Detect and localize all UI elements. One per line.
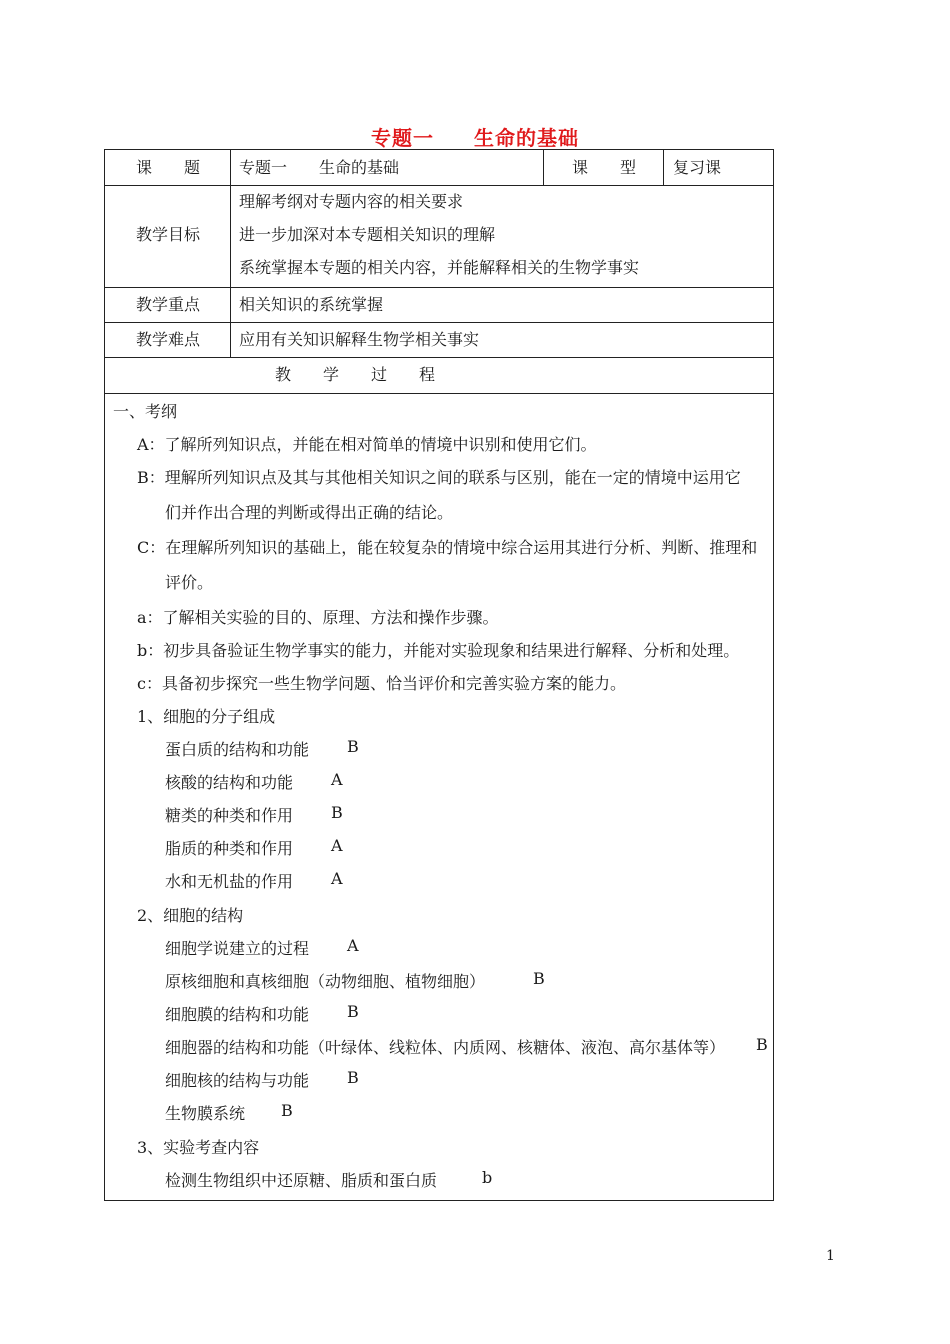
subsection-heading: 1、细胞的分子组成: [137, 707, 276, 726]
topic-value: 专题一 生命的基础: [239, 158, 400, 177]
topic-label: 课 题: [135, 158, 200, 177]
goal-item: 理解考纲对专题内容的相关要求: [239, 192, 464, 211]
syllabus-grade: A: [331, 770, 343, 789]
syllabus-grade: A: [331, 836, 343, 855]
document-title: [0, 122, 950, 151]
syllabus-grade: B: [347, 737, 359, 756]
subsection-heading: 2、细胞的结构: [137, 906, 244, 925]
row-topic: [105, 150, 773, 186]
level-definition: c：具备初步探究一些生物学问题、恰当评价和完善实验方案的能力。: [137, 674, 626, 693]
syllabus-item: 原核细胞和真核细胞（动物细胞、植物细胞）: [165, 972, 486, 991]
syllabus-item: 检测生物组织中还原糖、脂质和蛋白质: [165, 1171, 438, 1190]
syllabus-item: 水和无机盐的作用: [165, 872, 294, 891]
syllabus-grade: b: [482, 1168, 493, 1187]
syllabus-item: 细胞膜的结构和功能: [165, 1005, 310, 1024]
difficulties-value: 应用有关知识解释生物学相关事实: [239, 330, 480, 349]
syllabus-item: 细胞核的结构与功能: [165, 1071, 310, 1090]
level-definition: A：了解所列知识点，并能在相对简单的情境中识别和使用它们。: [137, 435, 597, 454]
syllabus-grade: A: [331, 869, 343, 888]
level-definition: B：理解所列知识点及其与其他相关知识之间的联系与区别，能在一定的情境中运用它: [137, 468, 741, 487]
level-definition: a：了解相关实验的目的、原理、方法和操作步骤。: [137, 608, 499, 627]
syllabus-item: 细胞学说建立的过程: [165, 939, 310, 958]
row-difficulties: [105, 322, 773, 358]
level-definition-cont: 们并作出合理的判断或得出正确的结论。: [165, 503, 454, 522]
syllabus-grade: B: [756, 1035, 768, 1054]
syllabus-item: 生物膜系统: [165, 1104, 246, 1123]
syllabus-grade: B: [331, 803, 343, 822]
type-value: 复习课: [673, 158, 722, 177]
difficulties-label: 教学难点: [135, 330, 200, 349]
syllabus-item: 核酸的结构和功能: [165, 773, 294, 792]
title-part2: 生命的基础: [474, 126, 579, 150]
goal-item: 进一步加深对本专题相关知识的理解: [239, 225, 496, 244]
syllabus-grade: A: [347, 936, 359, 955]
row-key-points: [105, 287, 773, 323]
lesson-plan-table: [104, 149, 774, 1201]
level-definition: b：初步具备验证生物学事实的能力，并能对实验现象和结果进行解释、分析和处理。: [137, 641, 740, 660]
process-header: 教 学 过 程: [275, 365, 436, 384]
key-points-value: 相关知识的系统掌握: [239, 295, 384, 314]
title-part1: 专题一: [371, 126, 434, 150]
syllabus-grade: B: [347, 1068, 359, 1087]
syllabus-grade: B: [281, 1101, 293, 1120]
syllabus-grade: B: [347, 1002, 359, 1021]
key-points-label: 教学重点: [135, 295, 200, 314]
section-heading: 一、考纲: [113, 402, 178, 421]
goal-item: 系统掌握本专题的相关内容，并能解释相关的生物学事实: [239, 258, 640, 277]
page-number: 1: [826, 1248, 835, 1264]
syllabus-grade: B: [533, 969, 545, 988]
subsection-heading: 3、实验考查内容: [137, 1138, 260, 1157]
goals-label: 教学目标: [135, 225, 200, 244]
syllabus-item: 脂质的种类和作用: [165, 839, 294, 858]
row-process-header: [105, 357, 773, 394]
type-label: 课 型: [571, 158, 636, 177]
syllabus-item: 蛋白质的结构和功能: [165, 740, 310, 759]
syllabus-item: 糖类的种类和作用: [165, 806, 294, 825]
level-definition-cont: 评价。: [165, 573, 214, 592]
level-definition: C：在理解所列知识的基础上，能在较复杂的情境中综合运用其进行分析、判断、推理和: [137, 538, 758, 557]
row-goals: [105, 185, 773, 288]
syllabus-item: 细胞器的结构和功能（叶绿体、线粒体、内质网、核糖体、液泡、高尔基体等）: [165, 1038, 726, 1057]
